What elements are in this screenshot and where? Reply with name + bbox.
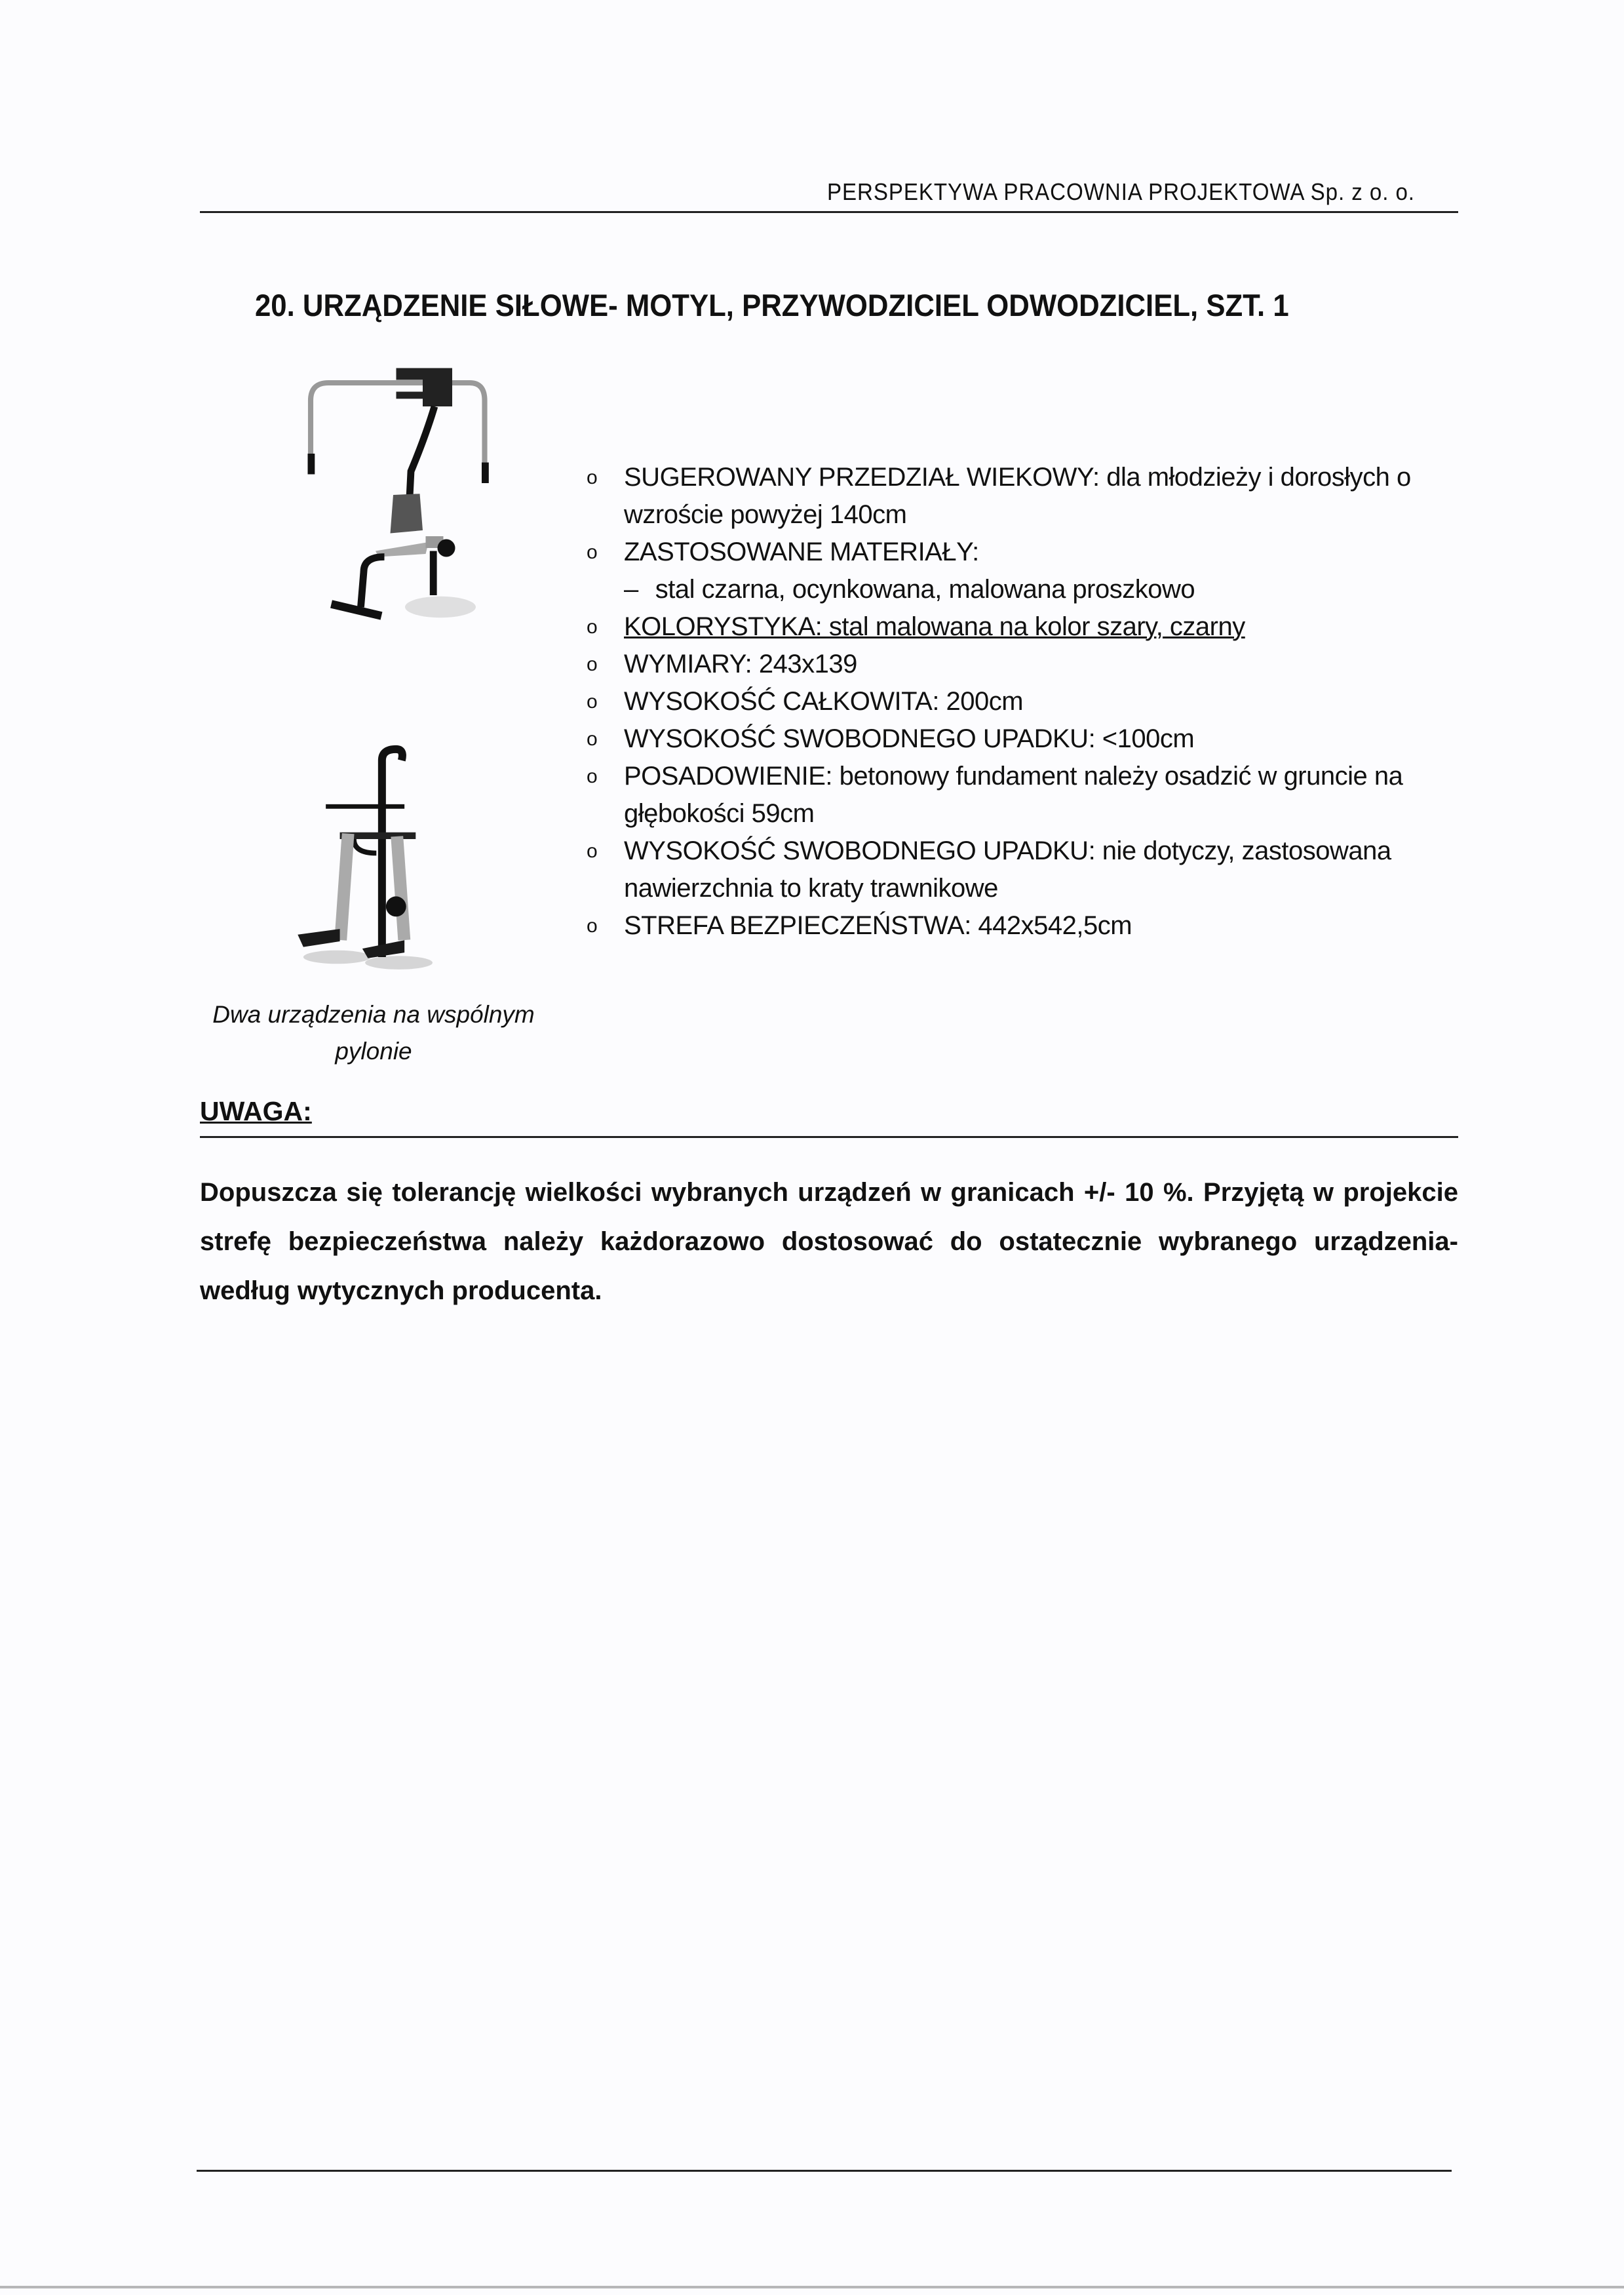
spec-item-fall-height-surface: o WYSOKOŚĆ SWOBODNEGO UPADKU: nie dotyczy, zastosowana nawierzchnia to kraty trawnikowe — [587, 833, 1491, 907]
butterfly-machine-image — [275, 341, 511, 649]
figure-caption: Dwa urządzenia na wspólnym pylonie — [212, 1001, 535, 1065]
circle-bullet-icon: o — [587, 840, 598, 862]
section-title: 20. URZĄDZENIE SIŁOWE- MOTYL, PRZYWODZICIEL ODWODZICIEL, SZT. 1 — [255, 288, 1289, 323]
spec-item-fall-height: o WYSOKOŚĆ SWOBODNEGO UPADKU: <100cm — [587, 720, 1491, 758]
circle-bullet-icon: o — [587, 616, 598, 638]
dash-bullet-icon: – — [624, 575, 638, 604]
spec-item-foundation: o POSADOWIENIE: betonowy fundament należy osadzić w gruncie na głębokości 59cm — [587, 758, 1491, 833]
scan-edge — [0, 2286, 1624, 2288]
spec-item-colors: o KOLORYSTYKA: stal malowana na kolor szary, czarny — [587, 608, 1491, 646]
spec-item-dimensions: o WYMIARY: 243x139 — [587, 646, 1491, 683]
header-divider — [200, 211, 1458, 213]
spec-item-materials: o ZASTOSOWANE MATERIAŁY: — [587, 534, 1491, 571]
note-label: UWAGA: — [200, 1096, 312, 1126]
spec-item-total-height: o WYSOKOŚĆ CAŁKOWITA: 200cm — [587, 683, 1491, 720]
footer-divider — [197, 2170, 1452, 2172]
circle-bullet-icon: o — [587, 915, 598, 937]
circle-bullet-icon: o — [587, 766, 598, 787]
note-text: Dopuszcza się tolerancję wielkości wybranych urządzeń w granicach +/- 10 %. Przyjętą w projekcie strefę bezpieczeństwa należy każdorazowo dostosować do ostatecznie wybranego urządzenia- według wytycznych producenta. — [200, 1178, 1458, 1305]
spec-item-age-range: o SUGEROWANY PRZEDZIAŁ WIEKOWY: dla młodzieży i dorosłych o wzroście powyżej 140cm — [587, 459, 1491, 534]
circle-bullet-icon: o — [587, 728, 598, 750]
company-header: PERSPEKTYWA PRACOWNIA PROJEKTOWA Sp. z o. o. — [827, 178, 1415, 205]
circle-bullet-icon: o — [587, 691, 598, 713]
circle-bullet-icon: o — [587, 467, 598, 488]
circle-bullet-icon: o — [587, 654, 598, 675]
note-divider — [200, 1136, 1458, 1138]
spec-subitem-materials-detail: – stal czarna, ocynkowana, malowana proszkowo — [624, 575, 1195, 604]
adductor-machine-image — [275, 721, 472, 996]
spec-item-safety-zone: o STREFA BEZPIECZEŃSTWA: 442x542,5cm — [587, 907, 1491, 945]
specification-list — [587, 459, 1491, 945]
circle-bullet-icon: o — [587, 541, 598, 563]
